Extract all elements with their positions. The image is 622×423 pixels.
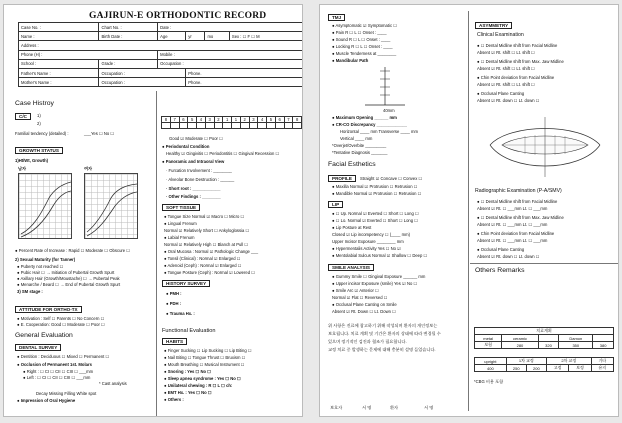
- plan-col-blank1: [538, 335, 559, 342]
- lip-upper[interactable]: ● ☐ Up. Normal ☑ Everted ☐ Short ☐ Long ☐: [332, 211, 419, 216]
- patient-info-table: [18, 22, 303, 87]
- plan-col-ceramic: ceramic: [502, 335, 538, 342]
- growth-subtitle: 1)Ht/Wt, Growth): [15, 158, 49, 163]
- tooth-number-cell: 2: [214, 117, 223, 123]
- tooth-mark-cell[interactable]: [197, 123, 206, 129]
- max-opening[interactable]: ● Maximum Opening ______ mm: [332, 115, 397, 120]
- mobile-field[interactable]: Mobile :: [158, 50, 303, 59]
- asym-dental-jaw: ● ☐ Dental Midline shift from Max. Jaw Midline: [477, 59, 564, 64]
- tooth-number-cell: 5: [267, 117, 276, 123]
- familial-options[interactable]: ___Yes ☐ No ☐: [84, 131, 115, 136]
- adenoid[interactable]: ● Adenoid (Ceph) : Normal ☑ Enlarged ☐: [164, 263, 242, 268]
- emt-hx[interactable]: ● EMT Hx. : Yes ☐ No ☐: [164, 390, 212, 395]
- tooth-number-cell: 1: [223, 117, 232, 123]
- lip-label: LIP: [328, 201, 343, 208]
- tmj-muscle[interactable]: ● Muscle Tenderness at ________: [332, 51, 397, 56]
- functional-evaluation-heading: Functional Evaluation: [162, 328, 216, 334]
- korean-note-3: 있으며 정기적인 검진과 협조가 필요합니다.: [328, 339, 407, 344]
- tooth-number-cell: 8: [293, 117, 302, 123]
- female-graph-label: 여자: [84, 166, 93, 171]
- other-findings[interactable]: · Other Findings : ________: [166, 194, 221, 199]
- lingual-frenum-options[interactable]: Normal ☑ Relatively Short ☐ Ankyloglossia ☐: [164, 228, 250, 233]
- column-divider: [156, 91, 157, 416]
- tooth-number-cell: 3: [205, 117, 214, 123]
- trauma-hx[interactable]: ● Trauma Hx. :: [166, 311, 195, 316]
- mother-occupation-field[interactable]: Occupation :: [99, 78, 186, 87]
- radio-chin-opts[interactable]: Absent ☑ Rt. ☐ ___mm Lt. ☐ ___mm: [477, 238, 548, 243]
- percent-rate[interactable]: ● Percent Rate of Increase : Rapid ☐ Moderate ☐ Obscure ☐: [15, 248, 131, 253]
- extra-row-4[interactable]: 고정: [546, 365, 568, 372]
- occlusion-molars: ● Occlusion of Permanent 1st. Molars: [17, 362, 92, 367]
- extra-row-3[interactable]: 200: [526, 365, 546, 372]
- tooth-mark-cell[interactable]: [188, 123, 197, 129]
- female-curve-lower: [87, 192, 137, 236]
- asym-dental-jaw-opts[interactable]: Absent ☑ Rt. shift ☐ Lt. shift ☐: [477, 66, 535, 71]
- radio-chin: ● Chin Point deviation from Facial Midline: [477, 231, 555, 236]
- teeth-lower-row: [162, 123, 302, 129]
- tooth-mark-cell[interactable]: [170, 123, 179, 129]
- extra-row-1[interactable]: 400: [475, 365, 507, 372]
- plan-header: 치료계획: [475, 328, 614, 335]
- record-title: GAJIRUN-E ORTHODONTIC RECORD: [89, 11, 267, 21]
- name-field[interactable]: Name :: [19, 32, 99, 41]
- case-history-heading: Case Histroy: [15, 100, 54, 107]
- tooth-number-cell: 6: [179, 117, 188, 123]
- column-divider-2: [468, 11, 469, 411]
- facial-esthetics-heading: Facial Esthetics: [328, 161, 376, 168]
- korean-note-1: 위 사항은 진료에 참고하기 위해 작성되며 환자의 개인정보는: [328, 323, 438, 328]
- sm-stage[interactable]: 3) SM stage :: [17, 289, 43, 294]
- history-survey-label: HISTORY SURVEY: [162, 280, 210, 287]
- plan-row2-4[interactable]: 350: [559, 342, 593, 349]
- tooth-number-cell: 4: [258, 117, 267, 123]
- habit-3[interactable]: ● Mouth Breathing ☐ Musical Instrument ☐: [164, 362, 245, 367]
- overjet-overbite[interactable]: *Overjet/Overbite _________: [332, 143, 387, 148]
- birth-date-field[interactable]: Birth Date :: [99, 32, 158, 41]
- female-growth-graph: [84, 173, 138, 239]
- tooth-number-cell: 3: [249, 117, 258, 123]
- motivation[interactable]: ● Motivation : Self ☐ Parents ☐ No Concern ☐: [17, 316, 105, 321]
- unilateral-chewing[interactable]: ● Unilateral chewing : R ☐ L ☐ ch:: [164, 383, 233, 388]
- tooth-number-cell: 1: [232, 117, 241, 123]
- plan-row2-3[interactable]: 320: [538, 342, 559, 349]
- plan-row2-2[interactable]: 280: [502, 342, 538, 349]
- plan-col-blank2: [593, 335, 614, 342]
- growth-status-label: GROWTH STATUS: [15, 147, 63, 154]
- tmj-mandibular-path: ● Mandibular Path: [332, 58, 369, 63]
- gummy-smile[interactable]: ● Gummy Smile ☐ Gingival Exposure ______ mm: [332, 274, 426, 279]
- oral-hygiene: ● Impression of Oral Hygiene: [17, 398, 76, 403]
- tooth-number-cell: 8: [162, 117, 171, 123]
- oral-mucosa[interactable]: ● Oral Mucosa : Normal ☑ Pathologic Change ___: [164, 249, 259, 254]
- mouth-smile-illustration: [480, 115, 610, 180]
- tongue-posture[interactable]: ● Tongue Posture (Ceph) : Normal ☑ Lowered ☐: [164, 270, 255, 275]
- age-field[interactable]: Age: [158, 32, 186, 41]
- path-scale: 40mm: [383, 108, 395, 113]
- tmj-pain[interactable]: ● Pain R ☐ L ☐ Onset : ____: [332, 30, 387, 35]
- labial-frenum-options[interactable]: Normal ☑ Relatively High ☐ Blanch at Pull ☐: [164, 242, 249, 247]
- father-name-field[interactable]: Father's Name :: [19, 68, 99, 77]
- sex-field[interactable]: Sex : ☐ F ☐ M: [229, 32, 303, 41]
- korean-note-4: 교정 치료 중 발생하는 문제에 대해 충분히 설명 들었습니다.: [328, 347, 436, 352]
- extra-first: 1차 교정: [506, 358, 546, 365]
- mentolabial-sulcus[interactable]: ● Mentolabial Sulcus Normal ☑ Shallow ☐ Deep ☐: [332, 253, 428, 258]
- dental-survey-label: DENTAL SURVEY: [15, 344, 61, 351]
- patient-label: 환자: [390, 405, 399, 410]
- plan-col-metal: metal: [475, 335, 502, 342]
- tooth-number-cell: 6: [275, 117, 284, 123]
- asym-occlusal: ● Occlusal Plane Canting: [477, 91, 525, 96]
- case-no-field[interactable]: Case No. :: [19, 23, 99, 32]
- mother-name-field[interactable]: Mother's Name :: [19, 78, 99, 87]
- dentition[interactable]: ● Dentition : Deciduous ☐ Mixed ☐ Permanent ☐: [17, 354, 110, 359]
- asym-dental-facial-opts[interactable]: Absent ☑ Rt. shift ☐ Lt. shift ☐: [477, 50, 535, 55]
- radio-dental-jaw: ● ☐ Dental Midline shift from Max. Jaw Midline: [477, 215, 564, 220]
- tooth-mark-cell[interactable]: [232, 123, 241, 129]
- tmj-sound[interactable]: ● Sound R ☐ L ☐ Onset : ____: [332, 37, 391, 42]
- incisor-exposure[interactable]: Upper Incisor Exposure ________ mm: [332, 239, 404, 244]
- guardian-sign[interactable]: 서 명: [362, 405, 372, 410]
- habit-2[interactable]: ● Nail Biting ☐ Tongue Thrust ☐ Bruxism ☐: [164, 355, 246, 360]
- extra-second: 2차 교정: [546, 358, 591, 365]
- periodontal-options[interactable]: Healthy ☑ Gingivitis ☐ Periodontitis ☐ Gingival Recession ☐: [166, 151, 280, 156]
- occupation-field[interactable]: Occupation :: [158, 59, 303, 68]
- cr-co[interactable]: ● CR-CO Discrepancy _____________: [332, 122, 407, 127]
- age-mo: mo: [205, 32, 229, 41]
- tooth-mark-cell[interactable]: [275, 123, 284, 129]
- male-graph-label: 남자: [18, 166, 27, 171]
- tooth-number-cell: 2: [240, 117, 249, 123]
- cc-line-1[interactable]: 1): [37, 113, 41, 118]
- profile-type[interactable]: Straight ☑ Concave ☐ Convex ☐: [360, 176, 423, 181]
- smile-arc[interactable]: ● Smile Arc ☑ Anterior ☐: [332, 288, 379, 293]
- tonsil[interactable]: ● Tonsil (Clinical) : Normal ☑ Enlarged ☐: [164, 256, 241, 261]
- decay-row: Decay Missing Filling White spot: [36, 391, 97, 396]
- female-curve-upper: [87, 184, 137, 232]
- address-field[interactable]: Address :: [19, 41, 304, 50]
- tooth-number-cell: 5: [188, 117, 197, 123]
- cast-analysis: * Cast analysis: [99, 381, 127, 386]
- female-growth-curves: [85, 174, 139, 240]
- tooth-mark-cell[interactable]: [240, 123, 249, 129]
- lingual-frenum: ● Lingual Frenum: [164, 221, 197, 226]
- tooth-mark-cell[interactable]: [205, 123, 214, 129]
- clinical-examination: Clinical Examination: [477, 32, 524, 38]
- smile-analysis-label: SMILE ANALYSIS: [328, 264, 374, 271]
- others-remarks-heading: Others Remarks: [475, 267, 525, 274]
- asymmetry-label: ASYMMETRY: [475, 22, 512, 29]
- pmh[interactable]: ● PMH :: [166, 291, 182, 296]
- cc-label: C/C: [15, 113, 31, 120]
- radiographic-heading: Radiographic Examination (P-A/SMV): [475, 188, 562, 194]
- tentative-diagnosis[interactable]: *Tentative Diagnosis _______: [332, 150, 388, 155]
- cbg-note: *CBG 비용 포함: [474, 379, 504, 384]
- tooth-mark-cell[interactable]: [179, 123, 188, 129]
- radio-occlusal-opts[interactable]: Absent ☑ Rt. down ☐ Lt. down ☐: [477, 254, 540, 259]
- others-divider: [470, 263, 618, 264]
- male-growth-curves: [19, 174, 73, 240]
- radio-dental-facial: ● ☐ Dental Midline shift from Facial Midline: [477, 199, 558, 204]
- occlusion-right[interactable]: ● Right : ☐ CI ☐ CII ☐ CIII ☐ ___mm: [23, 369, 94, 374]
- male-curve-lower: [21, 191, 71, 237]
- maturity-item-2[interactable]: ● Pubic Hair ☐ → Initiation of Pubertal Growth Spurt: [17, 270, 115, 275]
- cc-line-2[interactable]: 2): [37, 121, 41, 126]
- occlusion-left[interactable]: ● Left : ☐ CI ☐ CII ☐ CIII ☐ ___mm: [23, 375, 91, 380]
- occlusal-canting-smile: ● Occlusal Plane Canting on Smile: [332, 302, 397, 307]
- habit-1[interactable]: ● Finger Sucking ☐ Lip Sucking ☐ Lip Biting ☐: [164, 348, 252, 353]
- extra-row-6[interactable]: 유지: [591, 365, 613, 372]
- male-growth-graph: [18, 173, 72, 239]
- extra-etc: 기타: [591, 358, 613, 365]
- sleep-apnea[interactable]: ● Sleep apnea syndrome : Yes ☐ No ☐: [164, 376, 241, 381]
- father-phone-field[interactable]: Phone.: [186, 68, 303, 77]
- radio-dental-jaw-opts[interactable]: Absent ☑ Rt. ☐ ___mm Lt. ☐ ___mm: [477, 222, 548, 227]
- chart-no-field[interactable]: Chart No. :: [99, 23, 158, 32]
- tooth-mark-cell[interactable]: [267, 123, 276, 129]
- cr-co-vertical[interactable]: Vertical ____ mm: [340, 136, 373, 141]
- extra-plan-table: [474, 357, 614, 372]
- alveolar-bone[interactable]: · Alveolar Bone Destruction : ______: [166, 177, 235, 182]
- radio-occlusal: ● Occlusal Plane Canting: [477, 247, 525, 252]
- extra-upright: upright: [475, 358, 507, 365]
- tooth-number-cell: 7: [170, 117, 179, 123]
- date-field[interactable]: Date :: [158, 23, 303, 32]
- soft-tissue-label: SOFT TISSUE: [162, 204, 200, 211]
- maturity-item-4[interactable]: ● Menarche / Beard ☐ → End of Pubertal Growth Spurt: [17, 282, 121, 287]
- others[interactable]: ● Others :: [164, 397, 184, 402]
- record-page-1: [3, 4, 303, 417]
- snoring[interactable]: ● Snoring : Yes ☐ No ☐: [164, 369, 211, 374]
- tooth-number-cell: 4: [197, 117, 206, 123]
- furcation[interactable]: · Furcation Involvement : ________: [166, 168, 232, 173]
- tongue-size[interactable]: ● Tongue Size Normal ☑ Macro ☐ Micro ☐: [164, 214, 245, 219]
- tooth-number-cell: 7: [284, 117, 293, 123]
- tooth-mark-cell[interactable]: [293, 123, 302, 129]
- tooth-mark-cell[interactable]: [284, 123, 293, 129]
- male-curve-upper: [21, 182, 71, 234]
- asym-chin: ● Chin Point deviation from Facial Midline: [477, 75, 555, 80]
- periodontal-condition: ● Periodontal Condition: [162, 144, 210, 149]
- father-occupation-field[interactable]: Occupation :: [99, 68, 186, 77]
- profile-mandible[interactable]: ● Mandible Normal ☑ Protrusion ☐ Retrusion ☐: [332, 191, 422, 196]
- tooth-mark-cell[interactable]: [258, 123, 267, 129]
- profile-label: PROFILE: [328, 175, 356, 182]
- hygiene-options[interactable]: Good ☑ Moderate ☐ Poor ☐: [169, 136, 223, 141]
- korean-note-2: 보호됩니다. 치료 계획 및 기간은 환자의 상태에 따라 변경될 수: [328, 331, 441, 336]
- maturity-item-3[interactable]: ● Axillary Hair (Growth/Moustache) ☐ → Pubertal Peak: [17, 276, 120, 281]
- general-evaluation-heading: General Evaluation: [15, 332, 73, 339]
- tooth-mark-cell[interactable]: [223, 123, 232, 129]
- panoramic-view: ● Panoramic and Intraoral View: [162, 159, 225, 164]
- grade-field[interactable]: Grade :: [99, 59, 158, 68]
- familial-tendency: Familial tendency (detailed) :: [15, 131, 69, 136]
- record-page-2: [319, 4, 619, 417]
- lip-lower[interactable]: ● ☐ Lo. Normal ☑ Everted ☐ Short ☐ Long ☐: [332, 218, 419, 223]
- tmj-label: TMJ: [328, 14, 345, 21]
- cr-co-horizontal[interactable]: Horizontal ____ mm Transverse ____ mm: [340, 129, 418, 134]
- labial-frenum: ● Labial Frenum: [164, 235, 195, 240]
- tooth-mark-cell[interactable]: [162, 123, 171, 129]
- pdh[interactable]: ● PDH :: [166, 301, 182, 306]
- asym-dental-facial: ● ☐ Dental Midline shift from Facial Midline: [477, 43, 558, 48]
- smile-arc-options[interactable]: Normal ☑ Flat ☐ Reversed ☐: [332, 295, 388, 300]
- occlusal-canting-options[interactable]: Absent ☑ Rt. Down ☐ Lt. Down ☐: [332, 309, 396, 314]
- short-root[interactable]: · Short root : ____________: [166, 186, 221, 191]
- school-field[interactable]: School :: [19, 59, 99, 68]
- guardian-label: 보호자: [330, 405, 343, 410]
- treatment-plan-table: [474, 327, 614, 349]
- plan-row2-1[interactable]: 보험: [475, 342, 502, 349]
- maturity-item-1[interactable]: ● Puberty not reached ☐: [17, 264, 64, 269]
- sexual-maturity: 2) Sexual Maturity (for Tanner): [15, 257, 76, 262]
- tmj-locking[interactable]: ● Locking R ☐ L ☐ Onset : ____: [332, 44, 393, 49]
- extra-row-2[interactable]: 250: [506, 365, 526, 372]
- plan-col-damon: Damon: [559, 335, 593, 342]
- asym-chin-opts[interactable]: Absent ☑ Rt. shift ☐ Lt. shift ☐: [477, 82, 535, 87]
- teeth-chart: [161, 116, 302, 129]
- attitude-label: ATTITUDE FOR ORTHO-TX: [15, 306, 82, 313]
- radio-dental-facial-opts[interactable]: Absent ☑ Rt. ☐ ___mm Lt. ☐ ___mm: [477, 206, 548, 211]
- asym-occlusal-opts[interactable]: Absent ☑ Rt. down ☐ Lt. down ☐: [477, 98, 540, 103]
- phone-field[interactable]: Phone (H) :: [19, 50, 158, 59]
- tooth-mark-cell[interactable]: [249, 123, 258, 129]
- lip-posture: ● Lip Posture at Rest: [332, 225, 372, 230]
- patient-sign[interactable]: 서 명: [424, 405, 434, 410]
- cooperation[interactable]: ● E. Cooperation: Good ☐ Moderate ☐ Poor ☐: [17, 322, 105, 327]
- plan-row2-5[interactable]: 380: [593, 342, 614, 349]
- mother-phone-field[interactable]: Phone.: [186, 78, 303, 87]
- tmj-asymptomatic[interactable]: ● Asymptomatic ☑ Symptomatic ☐: [332, 23, 397, 28]
- profile-maxilla[interactable]: ● Maxilla Normal ☑ Protrusion ☐ Retrusion ☐: [332, 184, 418, 189]
- upper-incisor-smile[interactable]: ● Upper incisor Exposure (smile) Yes ☑ No ☐: [332, 281, 418, 286]
- tooth-mark-cell[interactable]: [214, 123, 223, 129]
- habits-label: HABITS: [162, 338, 187, 345]
- lip-closed[interactable]: Closed ☑ Lip incompetency ☐ (____ mm): [332, 232, 411, 237]
- hypermentalis[interactable]: ● Hypermentalis Activity Yes ☐ No ☑: [332, 246, 401, 251]
- age-yr: yr: [186, 32, 205, 41]
- extra-row-5[interactable]: 보정: [569, 365, 591, 372]
